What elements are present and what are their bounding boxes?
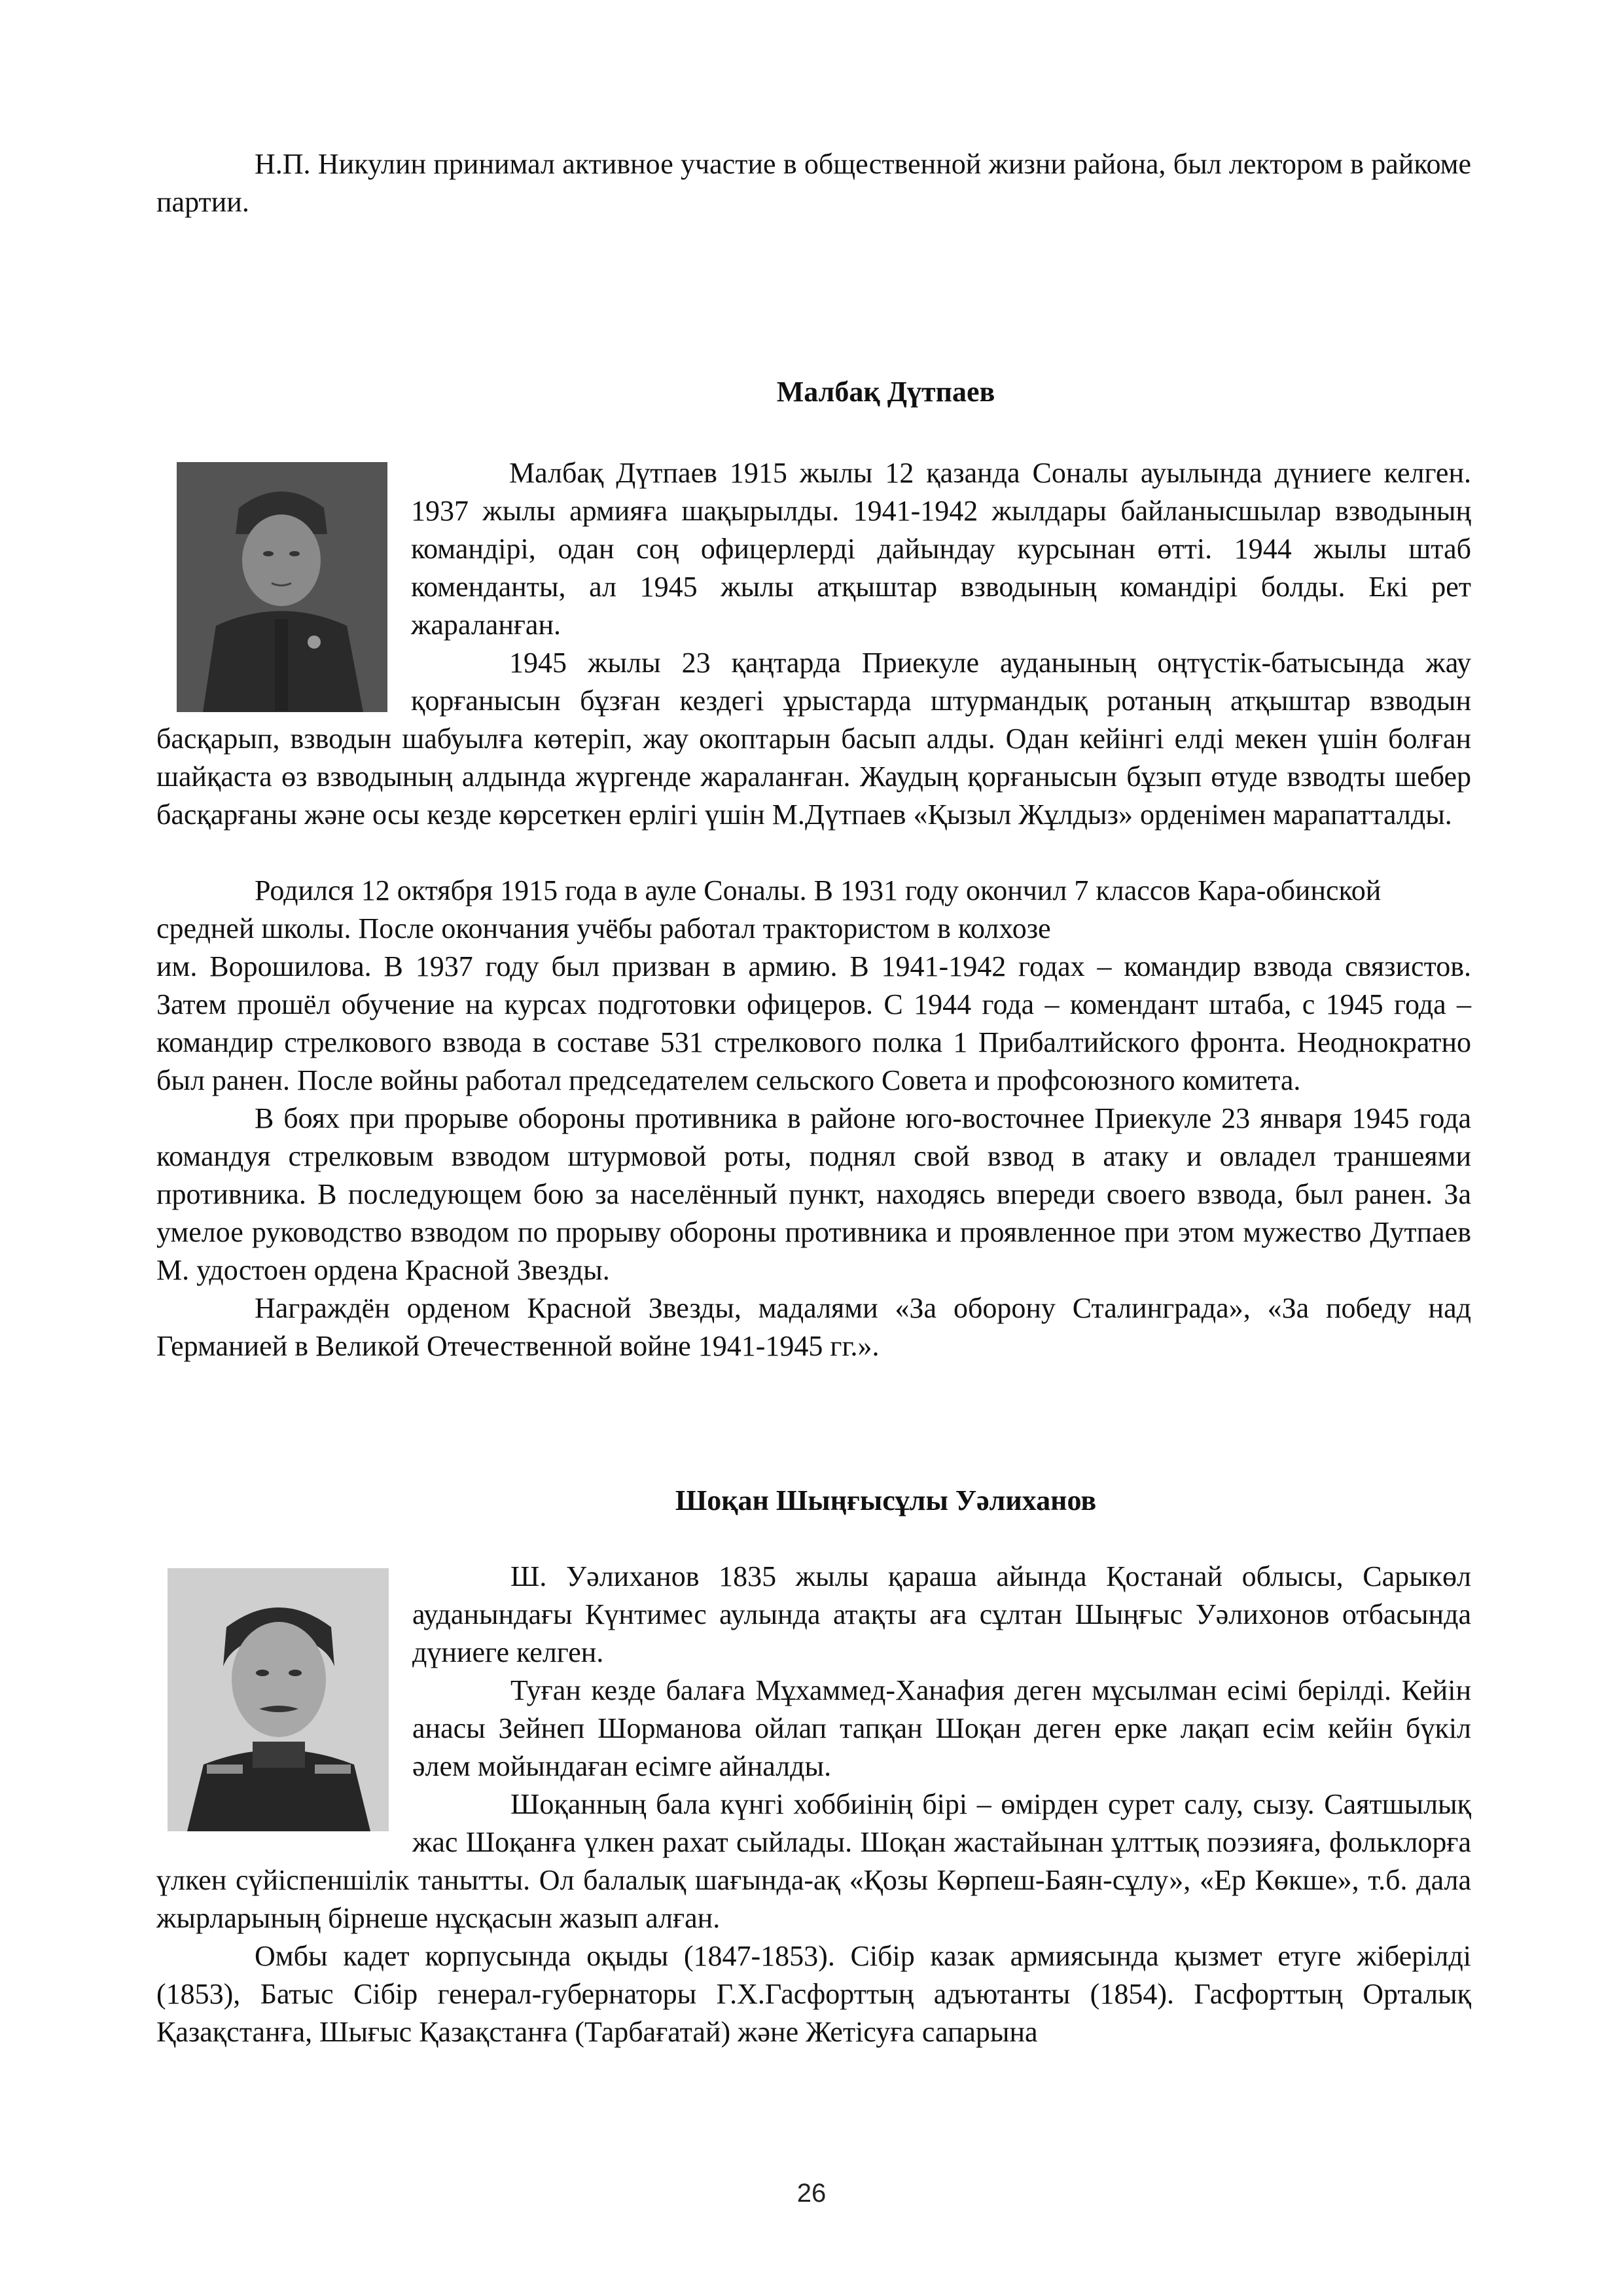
portrait-soldier-photo (177, 462, 387, 712)
dutpaev-ru-paragraph-3: Награждён орденом Красной Звезды, мадалями «За оборону Сталинграда», «За победу над Германией в Великой Отечественной войне 1941-1945 гг.». (156, 1292, 1471, 1362)
dutpaev-kk-paragraph-2: 1945 жылы 23 қаңтарда Приекуле ауданының оңтүстік-батысында жау қорғанысын бұзған кездегі ұрыстарда штурмандық ротаның атқыштар взводын басқарып, взводын шабуылға көтеріп, жау окоптарын басып алды. Одан кейінгі елді мекен үшін болған шайқаста өз взводының алдында жүргенде жараланған. Жаудың қорғанысын бұзып өтуде взводты шебер басқарғаны және осы кезде көрсеткен ерлігі үшін М.Дүтпаев «Қызыл Жұлдыз» орденімен марапатталды. (156, 647, 1471, 831)
ualikhanov-paragraph-3: Шоқанның бала күнгі хоббиінің бірі – өмірден сурет салу, сызу. Саятшылық жас Шоқанға үлкен рахат сыйлады. Шоқан жастайынан ұлттық поэзияға, фольклорға үлкен сүйіспеншілік танытты. Ол балалық шағында-ақ «Қозы Көрпеш-Баян-сұлу», «Ер Көкше», т.б. дала жырларының бірнеше нұсқасын жазып алған. (156, 1788, 1471, 1934)
dutpaev-ru-paragraph-1b: им. Ворошилова. В 1937 году был призван в армию. В 1941-1942 годах – командир взвода связистов. Затем прошёл обучение на курсах подготовки офицеров. С 1944 года – комендант штаба, с 1945 года – командир стрелкового взвода в составе 531 стрелкового полка 1 Прибалтийского фронта. Неоднократно был ранен. После войны работал председателем сельского Совета и профсоюзного комитета. (156, 950, 1471, 1096)
ualikhanov-paragraph-2: Туған кезде балаға Мұхаммед-Ханафия деген мұсылман есімі берілді. Кейін анасы Зейнеп Шорманова ойлап тапқан Шоқан деген ерке лақап есім кейін бүкіл әлем мойындаған есімге айналды. (412, 1674, 1471, 1782)
ualikhanov-paragraph-4: Омбы кадет корпусында оқыды (1847-1853). Сібір казак армиясында қызмет етуге жіберілді (1853), Батыс Сібір генерал-губернаторы Г.Х.Гасфорттың адъютанты (1854). Гасфорттың Орталық Қазақстанға, Шығыс Қазақстанға (Тарбағатай) және Жетісуға сапарына (156, 1940, 1471, 2048)
dutpaev-kk-paragraph-1: Малбақ Дүтпаев 1915 жылы 12 қазанда Соналы ауылында дүниеге келген. 1937 жылы армияға шақырылды. 1941-1942 жылдары байланысшылар взводының командірі, одан соң офицерлерді дайындау курсынан өтті. 1944 жылы штаб коменданты, ал 1945 жылы атқыштар взводының командірі болды. Екі рет жараланған. (411, 457, 1471, 641)
portrait-engraving-photo (168, 1568, 389, 1831)
page-number: 26 (796, 2179, 827, 2208)
ualikhanov-paragraph-1: Ш. Уәлиханов 1835 жылы қараша айында Қостанай облысы, Сарыкөл ауданындағы Күнтимес аулында атақты аға сұлтан Шыңғыс Уәлихонов отбасында дүниеге келген. (412, 1560, 1471, 1668)
dutpaev-ru-paragraph-2: В боях при прорыве обороны противника в районе юго-восточнее Приекуле 23 января 1945 года командуя стрелковым взводом штурмовой роты, поднял свой взвод в атаку и овладел траншеями противника. В последующем бою за населённый пункт, находясь впереди своего взвода, был ранен. За умелое руководство взводом по прорыву обороны противника и проявленное при этом мужество Дутпаев М. удостоен ордена Красной Звезды. (156, 1102, 1471, 1286)
section-heading-dutpaev: Малбақ Дүтпаев (776, 376, 995, 408)
intro-paragraph: Н.П. Никулин принимал активное участие в общественной жизни района, был лектором в райкоме партии. (156, 148, 1471, 218)
dutpaev-ru-paragraph-1a: Родился 12 октября 1915 года в ауле Соналы. В 1931 году окончил 7 классов Кара-обинской средней школы. После окончания учёбы работал трактористом в колхозе (156, 874, 1382, 944)
section-heading-ualikhanov: Шоқан Шыңғысұлы Уәлиханов (675, 1484, 1097, 1516)
